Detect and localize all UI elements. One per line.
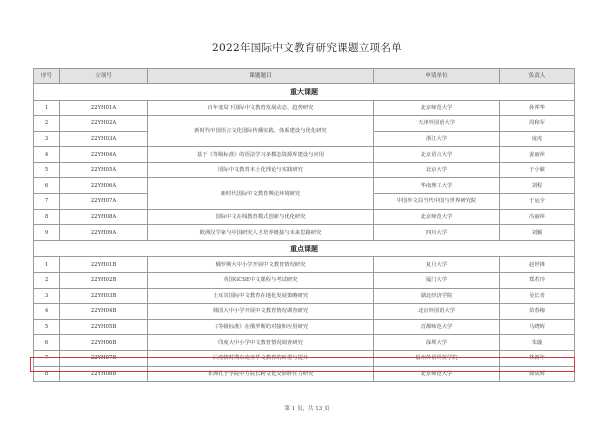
cell-topic: 新时代中国语言文化国际传播实践、体系建设与优化研究 xyxy=(148,116,374,147)
cell-index: 3 xyxy=(34,131,60,147)
cell-unit: 北京师范大学 xyxy=(374,209,500,225)
section-title-major: 重大课题 xyxy=(34,84,575,101)
cell-topic: 国际中文教育本土化理论与实践研究 xyxy=(148,162,374,178)
cell-lead: 于运全 xyxy=(500,194,575,210)
cell-unit: 福州外语外贸学院 xyxy=(374,350,500,366)
cell-topic: 新时代国际中文教育舆论环境研究 xyxy=(148,178,374,209)
cell-index: 8 xyxy=(34,366,60,382)
cell-code: 22YH04A xyxy=(60,147,148,163)
header-index: 序号 xyxy=(34,69,60,84)
cell-topic: 非洲孔子学院中方院长跨文化交际胜任力研究 xyxy=(148,366,374,382)
cell-topic: 基于《等级标准》的语法学习多模态资源库建设与应用 xyxy=(148,147,374,163)
cell-lead: 郑若玲 xyxy=(500,272,575,288)
section-title-key: 重点课题 xyxy=(34,240,575,257)
header-topic: 课题题目 xyxy=(148,69,374,84)
cell-topic: 欧洲汉学家与中国研究人才培养链接与未来思路研究 xyxy=(148,225,374,241)
table-row xyxy=(34,100,575,116)
cell-index: 4 xyxy=(34,304,60,320)
cell-lead: 刘程 xyxy=(500,178,575,194)
cell-topic: 后疫情时期东南亚华文教育的转型与提升 xyxy=(148,350,374,366)
highlight-box xyxy=(30,357,575,372)
cell-code: 22YH07B xyxy=(60,350,148,366)
cell-topic: 韩国大中小学开展中文教育情况调查研究 xyxy=(148,304,374,320)
cell-index: 5 xyxy=(34,319,60,335)
cell-lead: 庞虎 xyxy=(500,131,575,147)
table-row xyxy=(34,147,575,163)
cell-code: 22YH07A xyxy=(60,194,148,210)
cell-lead: 朱璇 xyxy=(500,335,575,351)
table-row xyxy=(34,304,575,320)
table-row xyxy=(34,116,575,132)
page-footer: 第 1 页，共 13 页 xyxy=(284,406,330,412)
section-row-key xyxy=(34,240,575,257)
cell-code: 22YH02A xyxy=(60,116,148,132)
table-row xyxy=(34,178,575,194)
cell-code: 22YH01B xyxy=(60,257,148,273)
cell-unit: 深圳大学 xyxy=(374,335,500,351)
cell-code: 22YH08B xyxy=(60,366,148,382)
cell-topic: 英国GCSE中文课程与考试研究 xyxy=(148,272,374,288)
cell-unit: 北京语言大学 xyxy=(374,147,500,163)
project-table xyxy=(33,68,575,382)
table-row xyxy=(34,335,575,351)
cell-unit: 四川大学 xyxy=(374,225,500,241)
cell-unit: 复旦大学 xyxy=(374,257,500,273)
cell-index: 6 xyxy=(34,178,60,194)
cell-index: 6 xyxy=(34,335,60,351)
cell-topic: 印度大中小学中文教育情况调查研究 xyxy=(148,335,374,351)
cell-lead: 孙邦华 xyxy=(500,100,575,116)
cell-code: 22YH03B xyxy=(60,288,148,304)
cell-code: 22YH02B xyxy=(60,272,148,288)
cell-lead: 周和军 xyxy=(500,116,575,132)
cell-lead: 徐从辉 xyxy=(500,366,575,382)
table-row xyxy=(34,225,575,241)
cell-topic: 《等级标准》在俄罗斯的对接和应用研究 xyxy=(148,319,374,335)
table-row xyxy=(34,257,575,273)
cell-lead: 林新年 xyxy=(500,350,575,366)
cell-unit: 厦门大学 xyxy=(374,272,500,288)
header-unit: 申请单位 xyxy=(374,69,500,84)
table-row xyxy=(34,162,575,178)
cell-lead: 姜丽萍 xyxy=(500,147,575,163)
cell-index: 3 xyxy=(34,288,60,304)
cell-index: 2 xyxy=(34,272,60,288)
cell-index: 8 xyxy=(34,209,60,225)
cell-topic: 俄罗斯大中小学开展中文教育情况研究 xyxy=(148,257,374,273)
cell-topic: 百年变局下国际中文教育发展动态、趋势研究 xyxy=(148,100,374,116)
cell-unit: 浙江大学 xyxy=(374,131,500,147)
cell-unit: 北京大学 xyxy=(374,162,500,178)
cell-index: 7 xyxy=(34,350,60,366)
cell-unit: 天津外国语大学 xyxy=(374,116,500,132)
cell-index: 7 xyxy=(34,194,60,210)
cell-topic: 国际中文在线教育模式创新与优化研究 xyxy=(148,209,374,225)
cell-lead: 冯丽萍 xyxy=(500,209,575,225)
cell-unit: 北京师范大学 xyxy=(374,100,500,116)
cell-code: 22YH06A xyxy=(60,178,148,194)
cell-code: 22YH08A xyxy=(60,209,148,225)
cell-index: 5 xyxy=(34,162,60,178)
cell-code: 22YH05B xyxy=(60,319,148,335)
cell-index: 4 xyxy=(34,147,60,163)
table-header-row xyxy=(34,69,575,84)
header-code: 立项号 xyxy=(60,69,148,84)
cell-lead: 刘颖 xyxy=(500,225,575,241)
cell-code: 22YH01A xyxy=(60,100,148,116)
table-row xyxy=(34,209,575,225)
cell-lead: 于小敏 xyxy=(500,162,575,178)
project-table-container xyxy=(33,68,574,382)
cell-code: 22YH09A xyxy=(60,225,148,241)
cell-lead: 赵世锋 xyxy=(500,257,575,273)
table-row xyxy=(34,288,575,304)
cell-index: 1 xyxy=(34,100,60,116)
cell-index: 1 xyxy=(34,257,60,273)
cell-unit: 湖北经济学院 xyxy=(374,288,500,304)
header-lead: 负责人 xyxy=(500,69,575,84)
cell-code: 22YH04B xyxy=(60,304,148,320)
cell-code: 22YH06B xyxy=(60,335,148,351)
cell-lead: 马晓辉 xyxy=(500,319,575,335)
cell-unit: 华南理工大学 xyxy=(374,178,500,194)
cell-code: 22YH05A xyxy=(60,162,148,178)
document-title: 2022年国际中文教育研究课题立项名单 xyxy=(212,42,402,54)
cell-code: 22YH03A xyxy=(60,131,148,147)
cell-unit: 北京外国语大学 xyxy=(374,304,500,320)
cell-unit: 首都师范大学 xyxy=(374,319,500,335)
table-row xyxy=(34,319,575,335)
cell-lead: 苗春梅 xyxy=(500,304,575,320)
cell-topic: 土耳其国际中文教育在地化发展策略研究 xyxy=(148,288,374,304)
section-row-major xyxy=(34,84,575,101)
cell-index: 2 xyxy=(34,116,60,132)
cell-unit: 中国外文局当代中国与世界研究院 xyxy=(374,194,500,210)
cell-unit: 北京师范大学 xyxy=(374,366,500,382)
cell-lead: 吴长青 xyxy=(500,288,575,304)
table-row xyxy=(34,272,575,288)
cell-index: 9 xyxy=(34,225,60,241)
